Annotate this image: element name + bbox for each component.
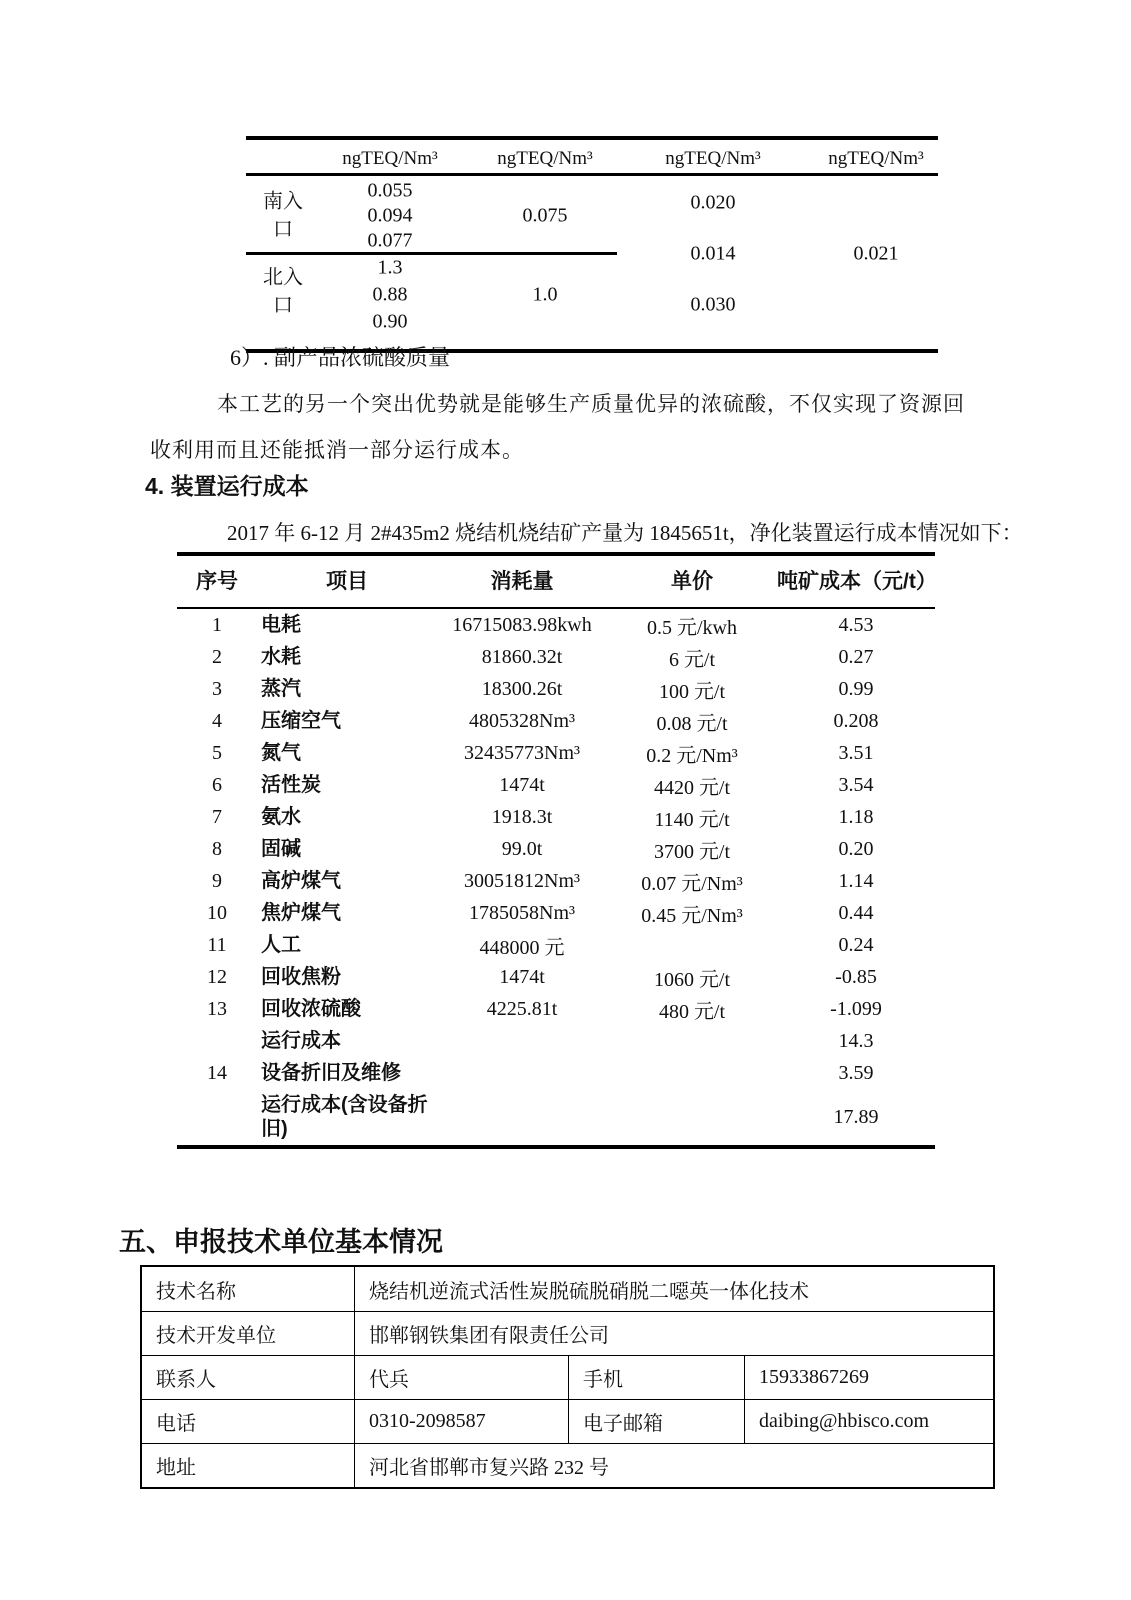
cost-header-cost-per-ton: 吨矿成本（元/t） <box>777 569 937 593</box>
info-table-body <box>142 1267 993 1487</box>
cost-table-row <box>177 865 935 897</box>
cost-cell-item: 水耗 <box>261 646 301 668</box>
cost-header-item: 项目 <box>326 569 368 593</box>
south-sample-3: 0.077 <box>367 229 413 252</box>
cost-cell-no: 6 <box>212 773 222 796</box>
info-label-cell: 技术开发单位 <box>156 1325 276 1347</box>
cost-cell-no: 4 <box>212 709 222 732</box>
cost-cell-consumption: 4225.81t <box>486 997 558 1020</box>
cost-cell-unit-price: 3700 元/t <box>653 840 731 863</box>
cost-cell-item: 设备折旧及维修 <box>261 1062 401 1084</box>
south-inlet-label-line1: 南入 <box>263 190 303 213</box>
cost-cell-item: 氮气 <box>261 742 301 764</box>
info-value-cell: 烧结机逆流式活性炭脱硫脱硝脱二噁英一体化技术 <box>354 1267 993 1311</box>
north-average: 1.0 <box>532 283 558 306</box>
cost-cell-consumption: 1474t <box>499 773 545 796</box>
info-label-cell: 技术名称 <box>156 1280 236 1303</box>
cost-cell-item: 蒸汽 <box>261 678 301 700</box>
cost-cell-cost-per-ton: 0.44 <box>838 901 874 924</box>
cost-cell-unit-price: 4420 元/t <box>653 776 731 799</box>
south-outlet-value: 0.020 <box>690 191 736 214</box>
cost-cell-cost-per-ton: 14.3 <box>838 1029 874 1052</box>
paragraph-line-1: 本工艺的另一个突出优势就是能够生产质量优异的浓硫酸，不仅实现了资源回 <box>217 392 965 416</box>
cost-cell-consumption: 18300.26t <box>481 677 563 700</box>
cost-cell-no: 12 <box>207 965 227 988</box>
cost-cell-item: 运行成本 <box>261 1030 341 1052</box>
cost-cell-unit-price: 0.2 元/Nm³ <box>646 744 738 767</box>
cost-cell-cost-per-ton: -1.099 <box>830 997 882 1020</box>
cost-table <box>177 552 935 1149</box>
dioxin-header-divider <box>246 173 938 176</box>
cost-cell-item: 回收浓硫酸 <box>261 998 361 1020</box>
cost-cell-cost-per-ton: 0.24 <box>838 933 874 956</box>
merged-middle-value: 0.014 <box>690 242 736 265</box>
cost-cell-consumption: 448000 元 <box>479 936 565 959</box>
cost-cell-cost-per-ton: 0.20 <box>838 837 874 860</box>
cost-cell-consumption: 1474t <box>499 965 545 988</box>
info-value-cell: daibing@hbisco.com <box>744 1400 993 1443</box>
cost-cell-item: 回收焦粉 <box>261 966 341 988</box>
north-inlet-label-line2: 口 <box>273 294 293 317</box>
dioxin-table <box>246 136 938 353</box>
cost-cell-no: 14 <box>207 1061 227 1084</box>
cost-cell-no: 11 <box>207 933 227 956</box>
north-sample-3: 0.90 <box>372 310 408 333</box>
cost-table-row <box>177 1089 935 1145</box>
info-table-row <box>142 1355 993 1399</box>
dioxin-unit-header-1: ngTEQ/Nm³ <box>342 148 438 169</box>
cost-table-row <box>177 833 935 865</box>
cost-cell-cost-per-ton: 3.51 <box>838 741 874 764</box>
cost-cell-no: 1 <box>212 613 222 636</box>
south-inlet-label-line2: 口 <box>273 218 293 241</box>
cost-table-body <box>177 609 935 1145</box>
cost-cell-cost-per-ton: 0.27 <box>838 645 874 668</box>
cost-cell-cost-per-ton: 1.18 <box>838 805 874 828</box>
cost-cell-no: 5 <box>212 741 222 764</box>
cost-table-row <box>177 705 935 737</box>
cost-cell-consumption: 1785058Nm³ <box>469 901 575 924</box>
cost-cell-item: 运行成本(含设备折旧) <box>261 1094 428 1140</box>
cost-cell-cost-per-ton: 0.208 <box>833 709 879 732</box>
info-label-cell: 电话 <box>156 1413 196 1435</box>
info-value-cell: 0310-2098587 <box>354 1400 568 1443</box>
north-sample-2: 0.88 <box>372 283 408 306</box>
cost-cell-consumption: 32435773Nm³ <box>464 741 580 764</box>
section-5-heading: 五、申报技术单位基本情况 <box>119 1227 443 1257</box>
dioxin-unit-header-3: ngTEQ/Nm³ <box>665 148 761 169</box>
cost-cell-cost-per-ton: 3.54 <box>838 773 874 796</box>
section-4-heading: 4. 装置运行成本 <box>145 473 309 499</box>
cost-header-unit-price: 单价 <box>671 569 713 593</box>
north-sample-1: 1.3 <box>377 256 403 279</box>
cost-table-header <box>177 556 935 609</box>
dioxin-unit-header-4: ngTEQ/Nm³ <box>828 148 924 169</box>
info-label-cell: 电子邮箱 <box>568 1400 744 1443</box>
info-table-row <box>142 1399 993 1443</box>
info-table-row <box>142 1443 993 1487</box>
cost-header-consumption: 消耗量 <box>490 569 554 593</box>
cost-cell-unit-price: 0.45 元/Nm³ <box>641 904 743 927</box>
cost-table-row <box>177 961 935 993</box>
cost-table-row <box>177 1025 935 1057</box>
cost-cell-consumption: 99.0t <box>501 837 543 860</box>
cost-table-row <box>177 737 935 769</box>
cost-cell-item: 压缩空气 <box>261 710 341 732</box>
cost-cell-consumption: 1918.3t <box>491 805 553 828</box>
cost-cell-cost-per-ton: 17.89 <box>833 1105 879 1128</box>
south-average: 0.075 <box>522 204 568 227</box>
cost-cell-item: 高炉煤气 <box>261 870 341 892</box>
cost-cell-no: 3 <box>212 677 222 700</box>
cost-table-row <box>177 897 935 929</box>
cost-cell-unit-price: 480 元/t <box>658 1000 726 1023</box>
cost-cell-no: 7 <box>212 805 222 828</box>
cost-cell-no: 9 <box>212 869 222 892</box>
cost-table-row <box>177 801 935 833</box>
info-label-cell: 联系人 <box>156 1369 216 1391</box>
info-value-cell: 代兵 <box>354 1356 568 1399</box>
info-value-cell: 15933867269 <box>744 1356 993 1399</box>
info-table <box>140 1265 995 1489</box>
north-outlet-value: 0.030 <box>690 293 736 316</box>
north-inlet-label-line1: 北入 <box>263 266 303 289</box>
paragraph-line-2: 收利用而且还能抵消一部分运行成本。 <box>150 438 524 462</box>
info-label-cell: 地址 <box>156 1457 196 1479</box>
cost-cell-consumption: 4805328Nm³ <box>469 709 575 732</box>
cost-table-row <box>177 673 935 705</box>
cost-cell-item: 焦炉煤气 <box>261 902 341 924</box>
cost-cell-item: 活性炭 <box>261 774 321 796</box>
cost-cell-consumption: 30051812Nm³ <box>464 869 580 892</box>
cost-cell-unit-price: 100 元/t <box>658 680 726 703</box>
info-table-row <box>142 1311 993 1355</box>
cost-cell-consumption: 81860.32t <box>481 645 563 668</box>
cost-cell-unit-price: 1140 元/t <box>654 808 730 831</box>
south-sample-1: 0.055 <box>367 179 413 202</box>
info-value-cell: 邯郸钢铁集团有限责任公司 <box>354 1312 993 1355</box>
cost-cell-unit-price: 0.08 元/t <box>656 712 728 735</box>
cost-cell-cost-per-ton: -0.85 <box>835 965 877 988</box>
cost-cell-unit-price: 1060 元/t <box>653 968 731 991</box>
info-table-row <box>142 1267 993 1311</box>
cost-cell-item: 人工 <box>261 934 301 956</box>
cost-cell-no: 13 <box>207 997 227 1020</box>
info-value-cell: 河北省邯郸市复兴路 232 号 <box>354 1444 993 1487</box>
cost-header-no: 序号 <box>196 569 238 593</box>
south-sample-2: 0.094 <box>367 204 413 227</box>
cost-cell-cost-per-ton: 1.14 <box>838 869 874 892</box>
cost-cell-unit-price: 0.07 元/Nm³ <box>641 872 743 895</box>
cost-cell-no: 2 <box>212 645 222 668</box>
cost-cell-item: 氨水 <box>261 806 301 828</box>
cost-cell-cost-per-ton: 4.53 <box>838 613 874 636</box>
cost-table-row <box>177 609 935 641</box>
cost-table-row <box>177 641 935 673</box>
cost-intro-text: 2017 年 6-12 月 2#435m2 烧结机烧结矿产量为 1845651t，净化装置运行成本情况如下： <box>227 521 1023 545</box>
cost-cell-consumption: 16715083.98kwh <box>452 613 592 636</box>
cost-cell-no: 10 <box>207 901 227 924</box>
section-6-heading: 6）. 副产品浓硫酸质量 <box>230 345 451 370</box>
dioxin-unit-header-2: ngTEQ/Nm³ <box>497 148 593 169</box>
dioxin-row-partial-divider <box>246 252 617 255</box>
cost-cell-item: 电耗 <box>261 614 301 636</box>
cost-cell-unit-price: 6 元/t <box>668 648 716 671</box>
info-label-cell: 手机 <box>568 1356 744 1399</box>
merged-right-value: 0.021 <box>853 242 899 265</box>
cost-table-row <box>177 929 935 961</box>
cost-table-row <box>177 993 935 1025</box>
cost-cell-cost-per-ton: 0.99 <box>838 677 874 700</box>
cost-table-row <box>177 769 935 801</box>
cost-cell-unit-price: 0.5 元/kwh <box>647 616 737 639</box>
cost-cell-item: 固碱 <box>261 838 301 860</box>
cost-cell-cost-per-ton: 3.59 <box>838 1061 874 1084</box>
cost-table-row <box>177 1057 935 1089</box>
cost-cell-no: 8 <box>212 837 222 860</box>
